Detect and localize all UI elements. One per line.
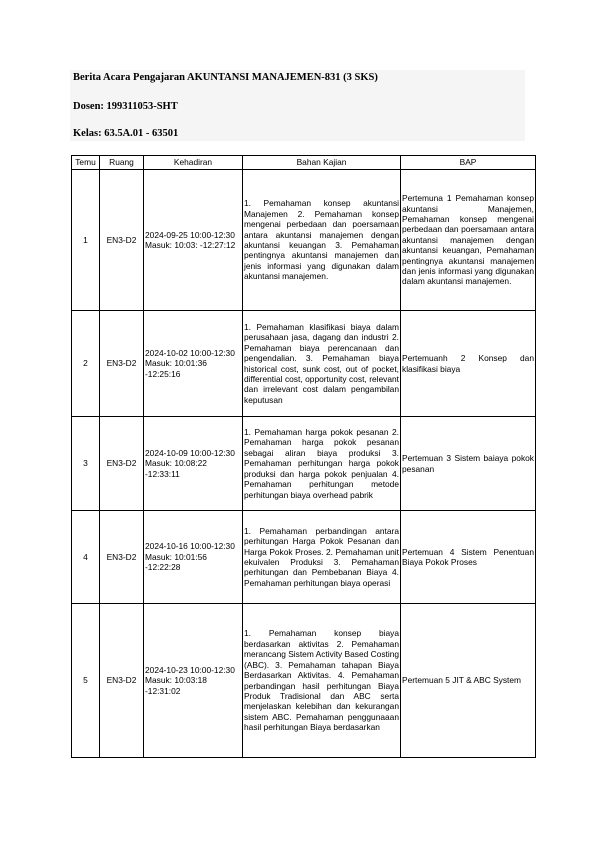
document-header [70,70,525,141]
cell-bahan-kajian: 1. Pemahaman konsep akuntansi Manajemen 2. Pemahaman konsep mengenai perbedaan dan poersamaan antara akuntansi manajemen dengan akuntansi keuangan 3. Pemahaman pentingnya akuntansi manajemen dan jenis informasi yang digunakan dalam akuntansi manajemen. [243,170,401,311]
cell-ruang: EN3-D2 [100,604,144,758]
lecturer-id: Dosen: 199311053-SHT [73,101,178,112]
cell-temu: 2 [72,311,100,417]
cell-bahan-kajian: 1. Pemahaman harga pokok pesanan 2. Pemahaman harga pokok pesanan sebagai aliran biaya produksi 3. Pemahaman perhitungan harga pokok produksi dan harga pokok penjualan 4. Pemahaman perhitungan metode perhitungan biaya overhead pabrik [243,417,401,511]
cell-ruang: EN3-D2 [100,170,144,311]
cell-ruang: EN3-D2 [100,511,144,604]
cell-bap: Pertemuan 3 Sistem baiaya pokok pesanan [401,417,536,511]
cell-temu: 1 [72,170,100,311]
class-id: Kelas: 63.5A.01 - 63501 [73,128,179,139]
cell-temu: 3 [72,417,100,511]
col-header-kehadiran: Kehadiran [144,156,243,170]
cell-bap: Pertemuanh 2 Konsep dan klasifikasi biaya [401,311,536,417]
cell-kehadiran: 2024-10-16 10:00-12:30 Masuk: 10:01:56 -12:22:28 [144,511,243,604]
cell-bahan-kajian: 1. Pemahaman konsep biaya berdasarkan aktivitas 2. Pemahaman merancang Sistem Activity Based Costing (ABC). 3. Pemahaman tahapan Biaya Berdasarkan Aktivitas. 4. Pemahaman perbandingan hasil perhitungan Biaya Produk Tradisional dan ABC serta menjelaskan kelebihan dan kekurangan sistem ABC. Pemahaman penggunaaan hasil perhitungan Biaya berdasarkan [243,604,401,758]
cell-bap: Pertemuan 5 JIT & ABC System [401,604,536,758]
cell-kehadiran: 2024-10-09 10:00-12:30 Masuk: 10:08:22 -12:33:11 [144,417,243,511]
cell-kehadiran: 2024-10-02 10:00-12:30 Masuk: 10:01:36 -12:25:16 [144,311,243,417]
teaching-record-table [71,155,536,758]
table-row [72,170,536,311]
table-row [72,511,536,604]
cell-kehadiran: 2024-09-25 10:00-12:30 Masuk: 10:03: -12:27:12 [144,170,243,311]
cell-kehadiran: 2024-10-23 10:00-12:30 Masuk: 10:03:18 -12:31:02 [144,604,243,758]
cell-bahan-kajian: 1. Pemahaman klasifikasi biaya dalam perusahaan jasa, dagang dan industri 2. Pemahaman biaya perencanaan dan pengendalian. 3. Pemahaman biaya historical cost, sunk cost, out of pocket, differential cost, opportunity cost, relevant dan irrelevant cost dalam pengambilan keputusan [243,311,401,417]
col-header-ruang: Ruang [100,156,144,170]
col-header-bap: BAP [401,156,536,170]
cell-bahan-kajian: 1. Pemahaman perbandingan antara perhitungan Harga Pokok Pesanan dan Harga Pokok Proses. 2. Pemahaman unit ekuivalen Produksi 3. Pemahaman perhitungan dan Pembebanan Biaya 4. Pemahaman perhitungan biaya operasi [243,511,401,604]
cell-temu: 4 [72,511,100,604]
col-header-bahan-kajian: Bahan Kajian [243,156,401,170]
table-header-row [72,156,536,170]
cell-ruang: EN3-D2 [100,311,144,417]
col-header-temu: Temu [72,156,100,170]
table-row [72,604,536,758]
table-row [72,311,536,417]
cell-temu: 5 [72,604,100,758]
cell-bap: Pertemuan 4 Sistem Penentuan Biaya Pokok Proses [401,511,536,604]
table-row [72,417,536,511]
cell-bap: Pertemuna 1 Pemahaman konsep akuntansi Manajemen, Pemahaman konsep mengenai perbedaan dan poersamaan antara akuntansi manajemen dengan akuntansi keuangan, Pemahaman pentingnya akuntansi manajemen dan jenis informasi yang digunakan dalam akuntansi manajemen. [401,170,536,311]
document-title: Berita Acara Pengajaran AKUNTANSI MANAJEMEN-831 (3 SKS) [73,72,378,83]
cell-ruang: EN3-D2 [100,417,144,511]
